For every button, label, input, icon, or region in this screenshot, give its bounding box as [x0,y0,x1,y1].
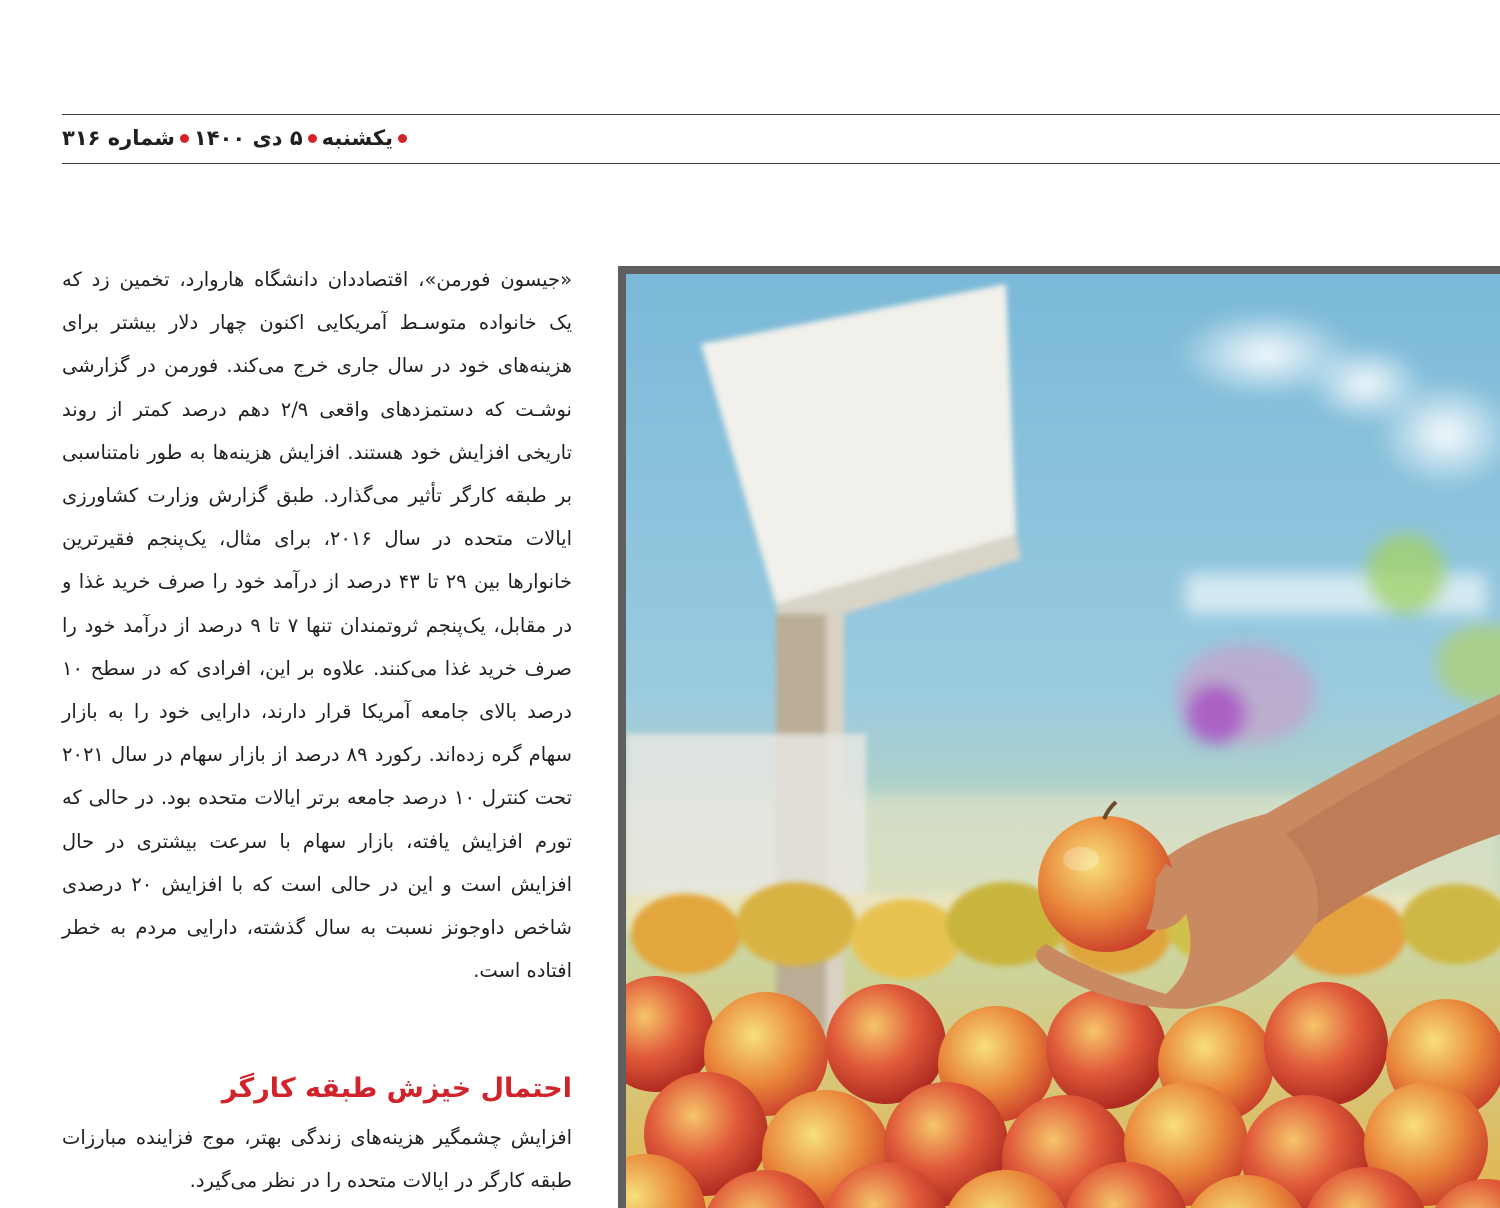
bullet-dot [180,134,189,143]
article-photo [618,266,1500,1208]
dateline-weekday: یکشنبه [321,126,393,150]
bullet-dot [308,134,317,143]
section-heading: احتمال خیزش طبقه کارگر [221,1073,572,1104]
header-rule-bottom [62,163,1500,164]
apple-market-photo [626,274,1500,1208]
header-rule-top [62,114,1500,115]
bullet-dot [398,134,407,143]
dateline [62,120,412,156]
article-column [62,258,572,992]
dateline-issue: شماره ۳۱۶ [62,126,175,150]
section-body: افزایش چشمگیر هزینه‌های زندگی بهتر، موج فزاینده مبارزات طبقه کارگر در ایالات متحده را در نظر می‌گیرد. [62,1126,572,1193]
article-body: «جیسون فورمن»، اقتصاددان دانشگاه هاروارد، تخمین زد که یک خانواده متوسـط آمریکایی اکنون چهار دلار بیشتر برای هزینه‌های خود در سال جاری خرج می‌کند. فورمن در گزارشی نوشـت که دستمزدهای واقعی ۲/۹ دهم درصد کمتر از روند تاریخی افزایش خود هستند. افزایش هزینه‌ها به طور نامتناسبی بر طبقه کارگر تأثیر می‌گذارد. طبق گزارش وزارت کشاورزی ایالات متحده در سال ۲۰۱۶، برای مثال، یک‌پنجم فقیرترین خانوارها بین ۲۹ تا ۴۳ درصد از درآمد خود را صرف خرید غذا و در مقابل، یک‌پنجم ثروتمندان تنها ۷ تا ۹ درصد از درآمد خود را صرف خرید غذا می‌کنند. علاوه بر این، افرادی که در سطح ۱۰ درصد بالای جامعه آمریکا قرار دارند، دارایی خود را به بازار سهام گره زده‌اند. رکورد ۸۹ درصد از بازار سهام در سال ۲۰۲۱ تحت کنترل ۱۰ درصد جامعه برتر ایالات متحده بود. در حالی که تورم افزایش یافته، بازار سهام با سرعت بیشتری در حال افزایش است و این در حالی است که با افزایش ۲۰ درصدی شاخص داوجونز نسبت به سال گذشته، دارایی مردم به خطر افتاده است. [62,268,573,983]
dateline-date: ۵ دی ۱۴۰۰ [193,126,303,150]
